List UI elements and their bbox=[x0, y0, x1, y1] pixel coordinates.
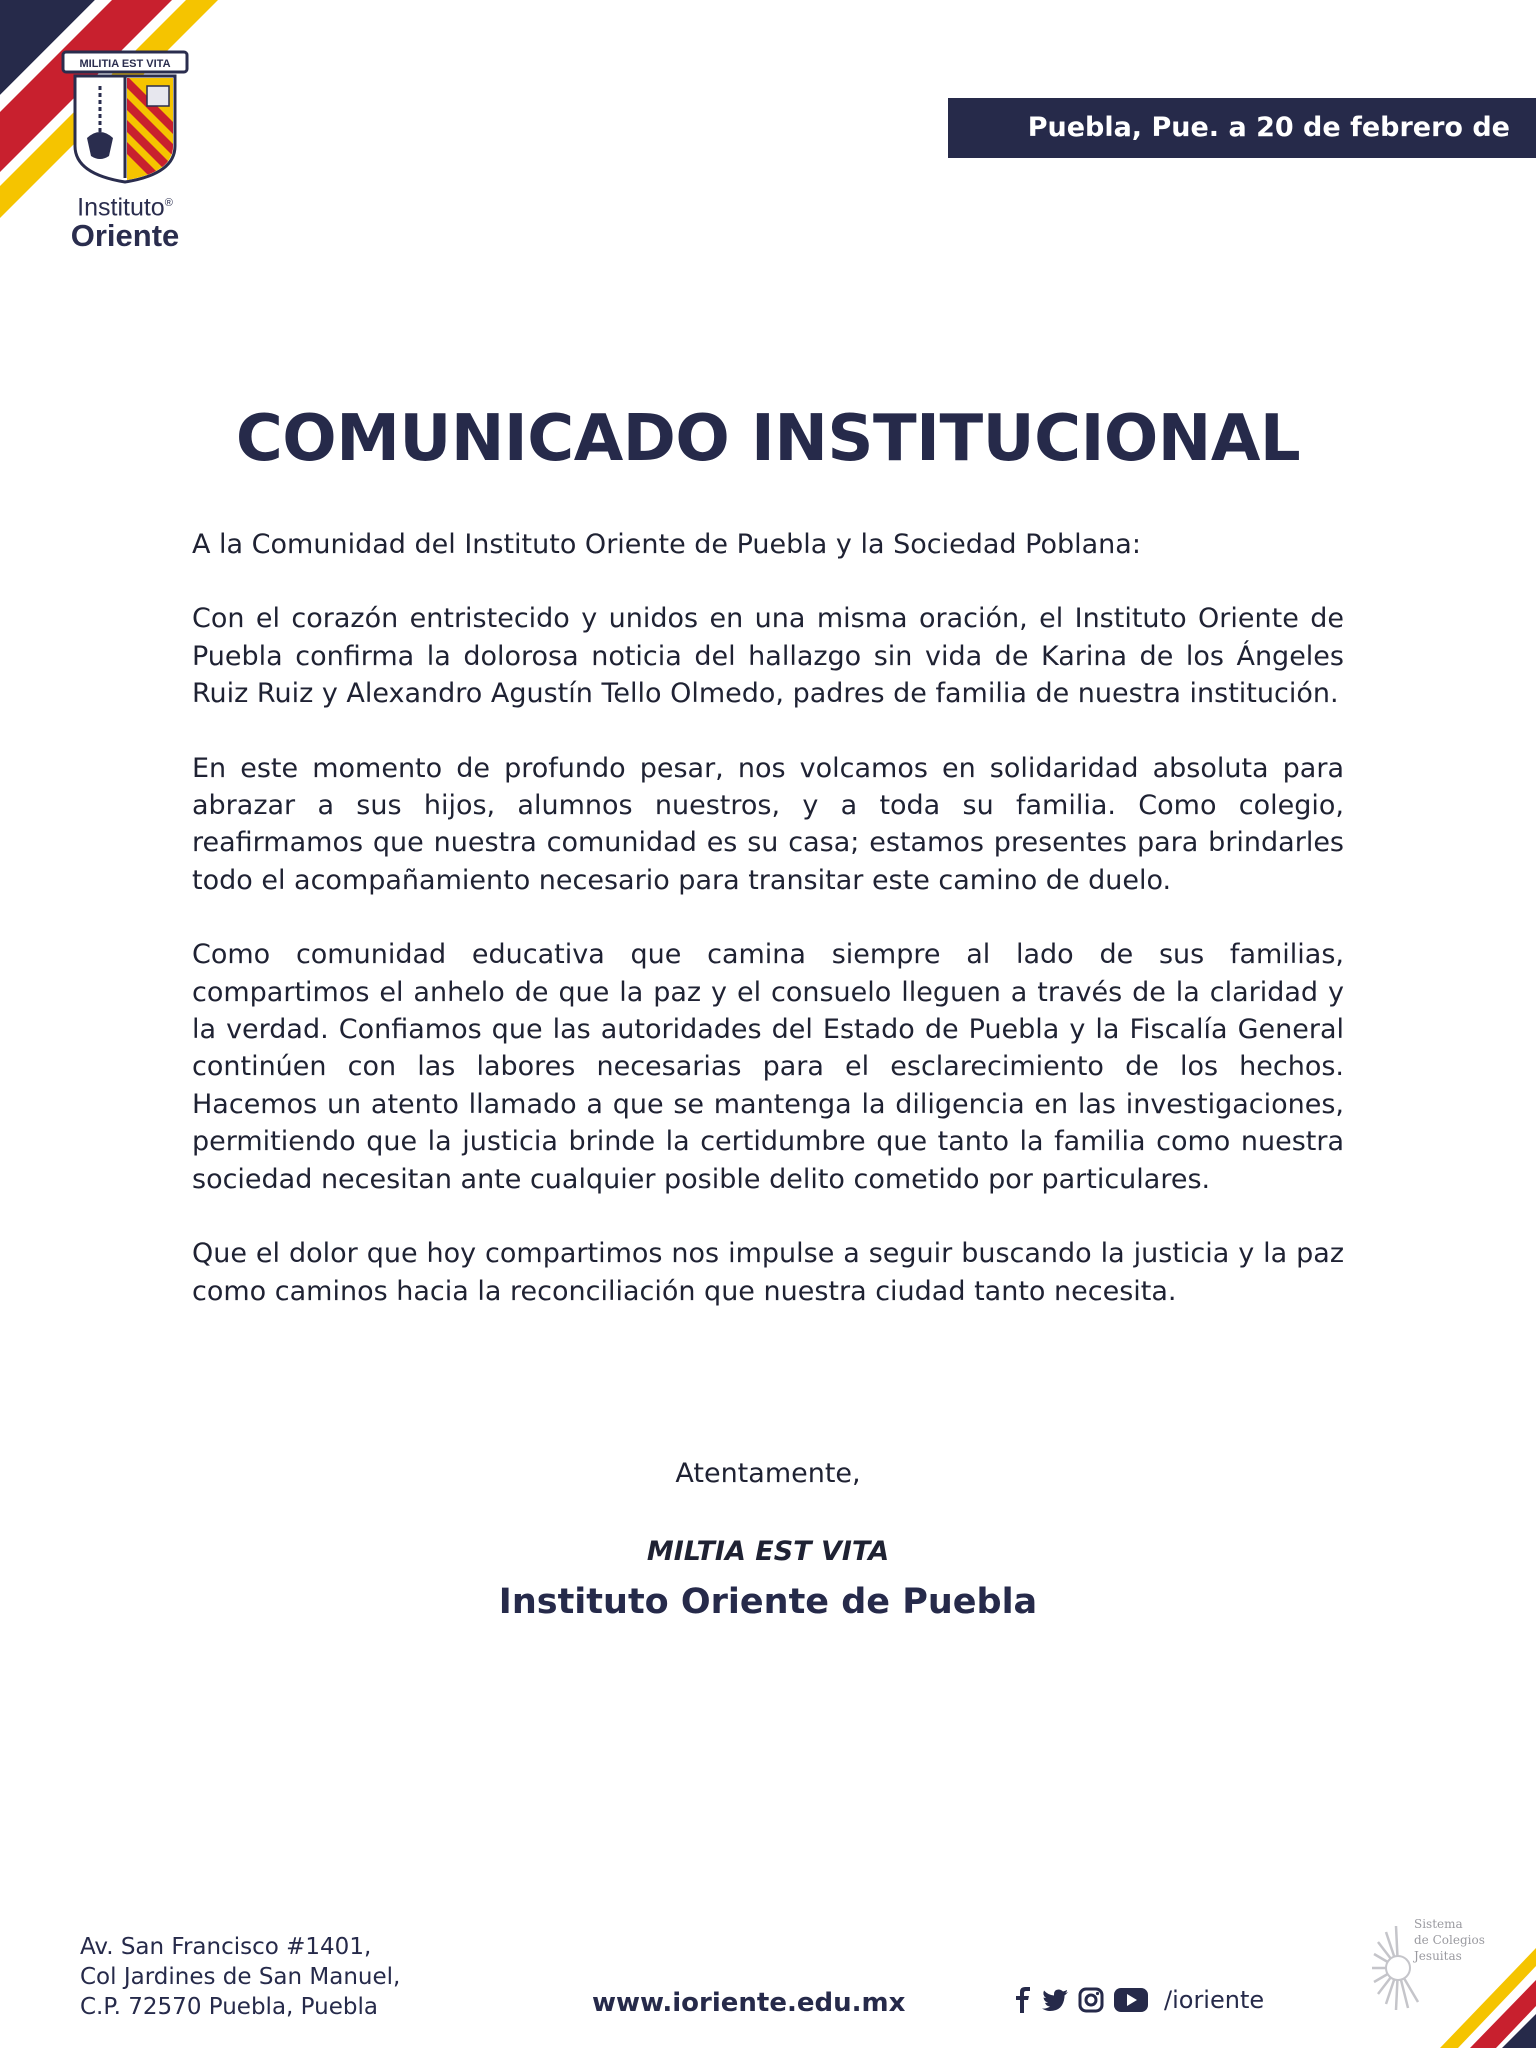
paragraph-3: Como comunidad educativa que camina siempre al lado de sus familias, compartimos el anhelo de que la paz y el consuelo lleguen a través de la claridad y la verdad. Confiamos que las autoridades del Estado de Puebla y la Fiscalía General continúen con las labores necesarias para el esclarecimiento de los hechos. Hacemos un atento llamado a que se mantenga la diligencia en las investigaciones, permitiendo que la justicia brinde la certidumbre que tanto la familia como nuestra sociedad necesitan ante cualquier posible delito cometido por particulares. bbox=[192, 939, 1344, 1195]
institute-logo bbox=[50, 46, 200, 252]
motto-banner-text: MILITIA EST VITA bbox=[79, 58, 171, 70]
paragraph-2: En este momento de profundo pesar, nos volcamos en solidaridad absoluta para abrazar a sus hijos, alumnos nuestros, y a toda su familia. Como colegio, reafirmamos que nuestra comunidad es su casa; estamos presentes para brindarles todo el acompañamiento necesario para transitar este camino de duelo. bbox=[192, 752, 1344, 896]
address-line: Av. San Francisco #1401, bbox=[80, 1934, 372, 1960]
social-links bbox=[1014, 1986, 1264, 2014]
footer-address bbox=[80, 1932, 400, 2022]
instagram-icon[interactable] bbox=[1078, 1987, 1104, 2013]
logo-name-line2: Oriente bbox=[70, 218, 180, 254]
youtube-icon[interactable] bbox=[1114, 1988, 1148, 2012]
address-line: C.P. 72570 Puebla, Puebla bbox=[80, 1994, 378, 2020]
greeting: A la Comunidad del Instituto Oriente de Puebla y la Sociedad Poblana: bbox=[192, 529, 1141, 560]
page-title: COMUNICADO INSTITUCIONAL bbox=[235, 402, 1301, 476]
address-line: Col Jardines de San Manuel, bbox=[80, 1964, 401, 1990]
website-link[interactable]: www.ioriente.edu.mx bbox=[592, 1988, 906, 2018]
corner-decoration-bottom-right bbox=[1336, 1888, 1536, 2048]
logo-name-line1: Instituto® bbox=[77, 193, 173, 222]
date-bar: Puebla, Pue. a 20 de febrero de 2026 bbox=[948, 98, 1536, 158]
letter-body bbox=[192, 526, 1344, 1347]
facebook-icon[interactable] bbox=[1014, 1987, 1032, 2013]
signature-motto: MILTIA EST VITA bbox=[646, 1536, 890, 1567]
closing: Atentamente, bbox=[675, 1458, 861, 1489]
paragraph-4: Que el dolor que hoy compartimos nos impulse a seguir buscando la justicia y la paz como caminos hacia la reconciliación que nuestra ciudad tanto necesita. bbox=[192, 1238, 1344, 1307]
signature-institution: Instituto Oriente de Puebla bbox=[498, 1582, 1038, 1622]
sj-logo-text: Sistema de Colegios Jesuitas bbox=[1414, 1917, 1485, 1963]
social-handle[interactable]: /ioriente bbox=[1164, 1986, 1265, 2014]
shield-crest-icon bbox=[55, 46, 195, 186]
paragraph-1: Con el corazón entristecido y unidos en una misma oración, el Instituto Oriente de Puebla confirma la dolorosa noticia del hallazgo sin vida de Karina de los Ángeles Ruiz Ruiz y Alexandro Agustín Tello Olmedo, padres de familia de nuestra institución. bbox=[192, 603, 1344, 710]
twitter-icon[interactable] bbox=[1042, 1989, 1068, 2011]
